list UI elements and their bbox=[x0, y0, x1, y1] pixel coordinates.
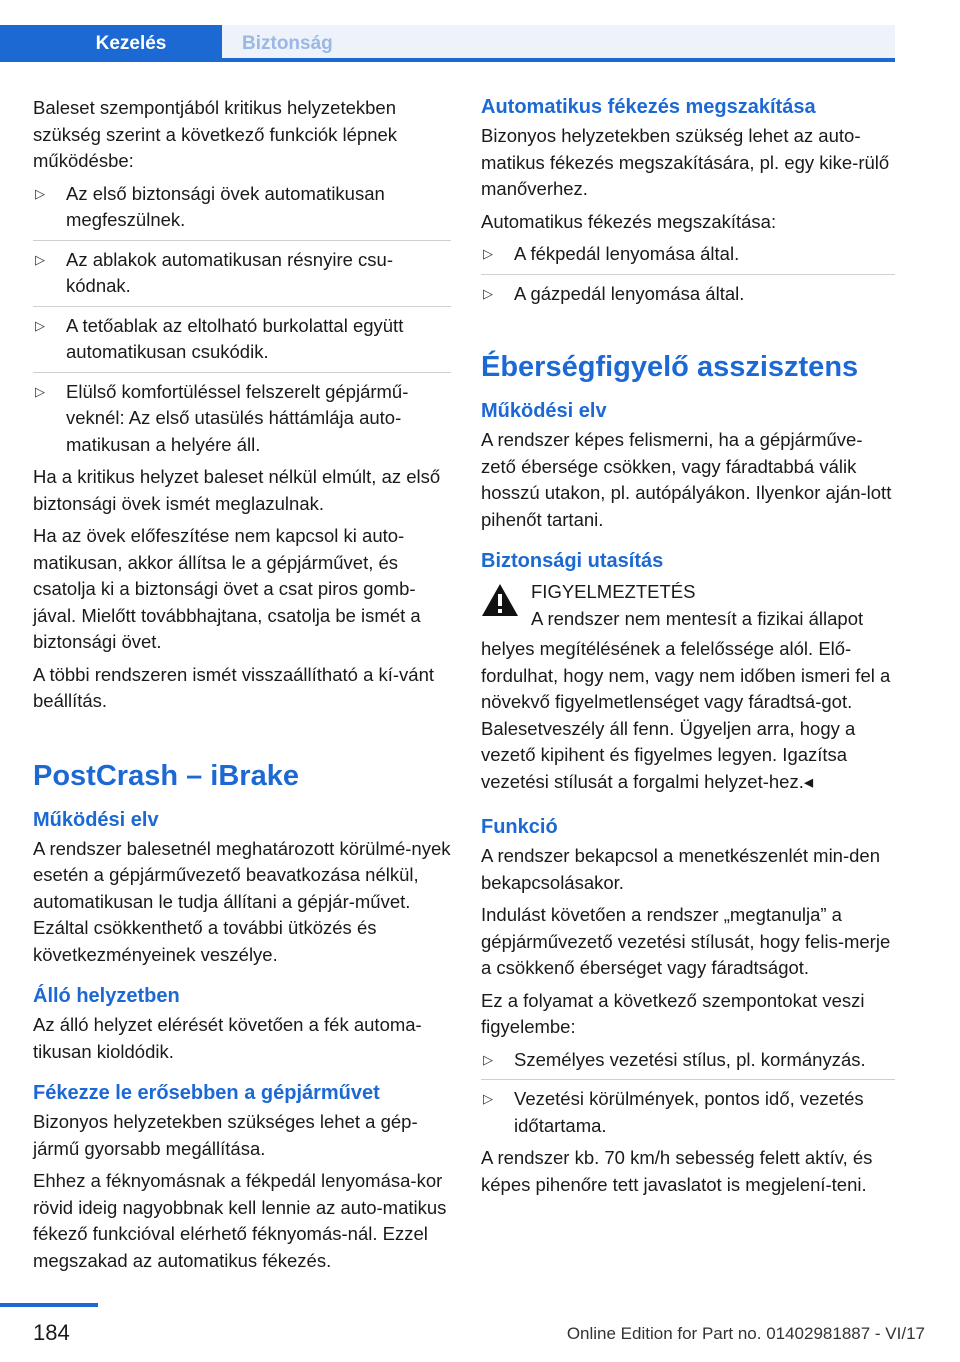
paragraph: Ha a kritikus helyzet baleset nélkül elmúlt, az első biztonsági övek ismét meglazulnak. bbox=[33, 466, 441, 514]
subheading-safety: Biztonsági utasítás bbox=[481, 550, 664, 572]
header-rule bbox=[0, 58, 895, 62]
interrupt-list bbox=[481, 241, 895, 313]
right-column bbox=[481, 95, 895, 1204]
subheading-brake-harder: Fékezze le erősebben a gépjárművet bbox=[33, 1082, 380, 1104]
list-item: ▷ Az ablakok automatikusan résnyire csu‐kódnak. bbox=[33, 247, 451, 307]
paragraph: Ha az övek előfeszítése nem kapcsol ki auto‐matikusan, akkor állítsa le a gépjárművet, és csatolja ki a biztonsági övet a csat piros gomb‐jával. Mielőtt továbbhajtana, csatolja be ismét a biztonsági övet. bbox=[33, 525, 421, 652]
paragraph: A rendszer bekapcsol a menetkészenlét min‐den bekapcsolásakor. bbox=[481, 845, 880, 893]
paragraph: Az álló helyzet elérését követően a fék automa‐tikusan kioldódik. bbox=[33, 1014, 422, 1062]
list-item: ▷ A tetőablak az eltolható burkolattal együtt automatikusan csukódik. bbox=[33, 313, 451, 373]
list-item: ▷ Az első biztonsági övek automatikusan megfeszülnek. bbox=[33, 181, 451, 241]
tab-biztonsag[interactable]: Biztonság bbox=[222, 25, 895, 62]
paragraph: Automatikus fékezés megszakítása: bbox=[481, 210, 777, 232]
subheading-principle: Működési elv bbox=[33, 808, 159, 831]
warning-title: FIGYELMEZTETÉS bbox=[531, 581, 696, 602]
list-item: ▷ Vezetési körülmények, pontos idő, vezetés időtartama. bbox=[483, 1088, 864, 1136]
subheading-standing: Álló helyzetben bbox=[33, 985, 180, 1007]
subheading-function: Funkció bbox=[481, 816, 558, 838]
subheading-interrupt: Automatikus fékezés megszakítása bbox=[481, 96, 816, 118]
paragraph: A többi rendszeren ismét visszaállítható a kí‐vánt beállítás. bbox=[33, 663, 435, 711]
paragraph: Ez a folyamat a következő szempontokat veszi figyelembe: bbox=[481, 989, 865, 1037]
list-item: ▷ A gázpedál lenyomása által. bbox=[481, 281, 895, 314]
triangle-bullet-icon: ▷ bbox=[35, 383, 45, 399]
list-item: ▷ A fékpedál lenyomása által. bbox=[481, 241, 895, 275]
triangle-bullet-icon: ▷ bbox=[483, 285, 493, 301]
paragraph: A rendszer kb. 70 km/h sebesség felett aktív, és képes pihenőre tett javaslatot is megjelení‐teni. bbox=[481, 1147, 873, 1195]
section-title-postcrash: PostCrash – iBrake bbox=[33, 759, 299, 792]
paragraph: Ehhez a féknyomásnak a fékpedál lenyomása‐kor rövid ideig nagyobbnak kell lennie az auto‐matikus fékező funkcióval elérhető féknyomás‐nál. Ezzel megszakad az automatikus fékezés. bbox=[33, 1170, 447, 1271]
tab-kezeles[interactable]: Kezelés bbox=[0, 25, 222, 62]
triangle-bullet-icon: ▷ bbox=[35, 317, 45, 333]
warning-text: helyes megítélésének a felelőssége alól. Elő‐fordulhat, hogy nem, vagy nem időben ismeri fel a növekvő figyelmetlenséget vagy fáradtsá‐got. Balesetveszély áll fenn. Ügyeljen arra, hogy a vezető kipihent és figyelmes legyen. Igazítsa vezetési stílusát a forgalmi helyzet‐hez.◂ bbox=[481, 638, 891, 792]
subheading-principle: Működési elv bbox=[481, 400, 607, 422]
crash-functions-list bbox=[33, 181, 451, 465]
triangle-bullet-icon: ▷ bbox=[483, 246, 493, 261]
warning-triangle-icon bbox=[481, 583, 519, 617]
list-item: ▷ Személyes vezetési stílus, pl. kormányzás. bbox=[481, 1047, 895, 1081]
paragraph: A rendszer képes felismerni, ha a gépjárműve‐zető ébersége csökken, vagy fáradtabbá válik hosszú utakon, pl. autópályákon. Ilyenkor aján‐lott pihenőt tartani. bbox=[481, 429, 892, 530]
warning-block bbox=[481, 579, 895, 795]
footer-rule bbox=[0, 1303, 98, 1307]
factors-list bbox=[481, 1047, 895, 1146]
triangle-bullet-icon: ▷ bbox=[483, 1051, 493, 1067]
edition-text: Online Edition for Part no. 01402981887 - VI/17 bbox=[566, 1324, 925, 1343]
triangle-bullet-icon: ▷ bbox=[35, 185, 45, 201]
paragraph: A rendszer balesetnél meghatározott körülmé‐nyek esetén a gépjárművezető beavatkozása nélkül, automatikusan le tudja állítani a gépjár‐művet. Ezáltal csökkenthető a további ütközés és következményeinek veszélye. bbox=[33, 837, 451, 965]
header-tabs bbox=[0, 0, 895, 62]
warning-first-line: A rendszer nem mentesít a fizikai állapot bbox=[531, 607, 864, 629]
triangle-bullet-icon: ▷ bbox=[483, 1091, 493, 1106]
section-title-attention: Éberségfigyelő asszisztens bbox=[481, 351, 859, 383]
list-item: ▷ Elülső komfortüléssel felszerelt gépjármű‐veknél: Az első utasülés háttámlája auto‐matikusan a helyére áll. bbox=[35, 380, 409, 455]
paragraph: Bizonyos helyzetekben szükség lehet az auto‐matikus fékezés megszakítására, pl. egy kike‐rülő manőverhez. bbox=[481, 125, 890, 199]
left-column bbox=[33, 95, 451, 1280]
paragraph: Indulást követően a rendszer „megtanulja” a gépjárművezető vezetési stílusát, hogy felis‐merje a csökkenő éberséget vagy fáradtságot. bbox=[481, 904, 891, 978]
triangle-bullet-icon: ▷ bbox=[35, 251, 45, 267]
page-number: 184 bbox=[33, 1320, 70, 1345]
intro-text: Baleset szempontjából kritikus helyzetekben szükség szerint a következő funkciók lépnek működésbe: bbox=[33, 97, 398, 171]
paragraph: Bizonyos helyzetekben szükséges lehet a gép‐jármű gyorsabb megállítása. bbox=[33, 1111, 418, 1159]
